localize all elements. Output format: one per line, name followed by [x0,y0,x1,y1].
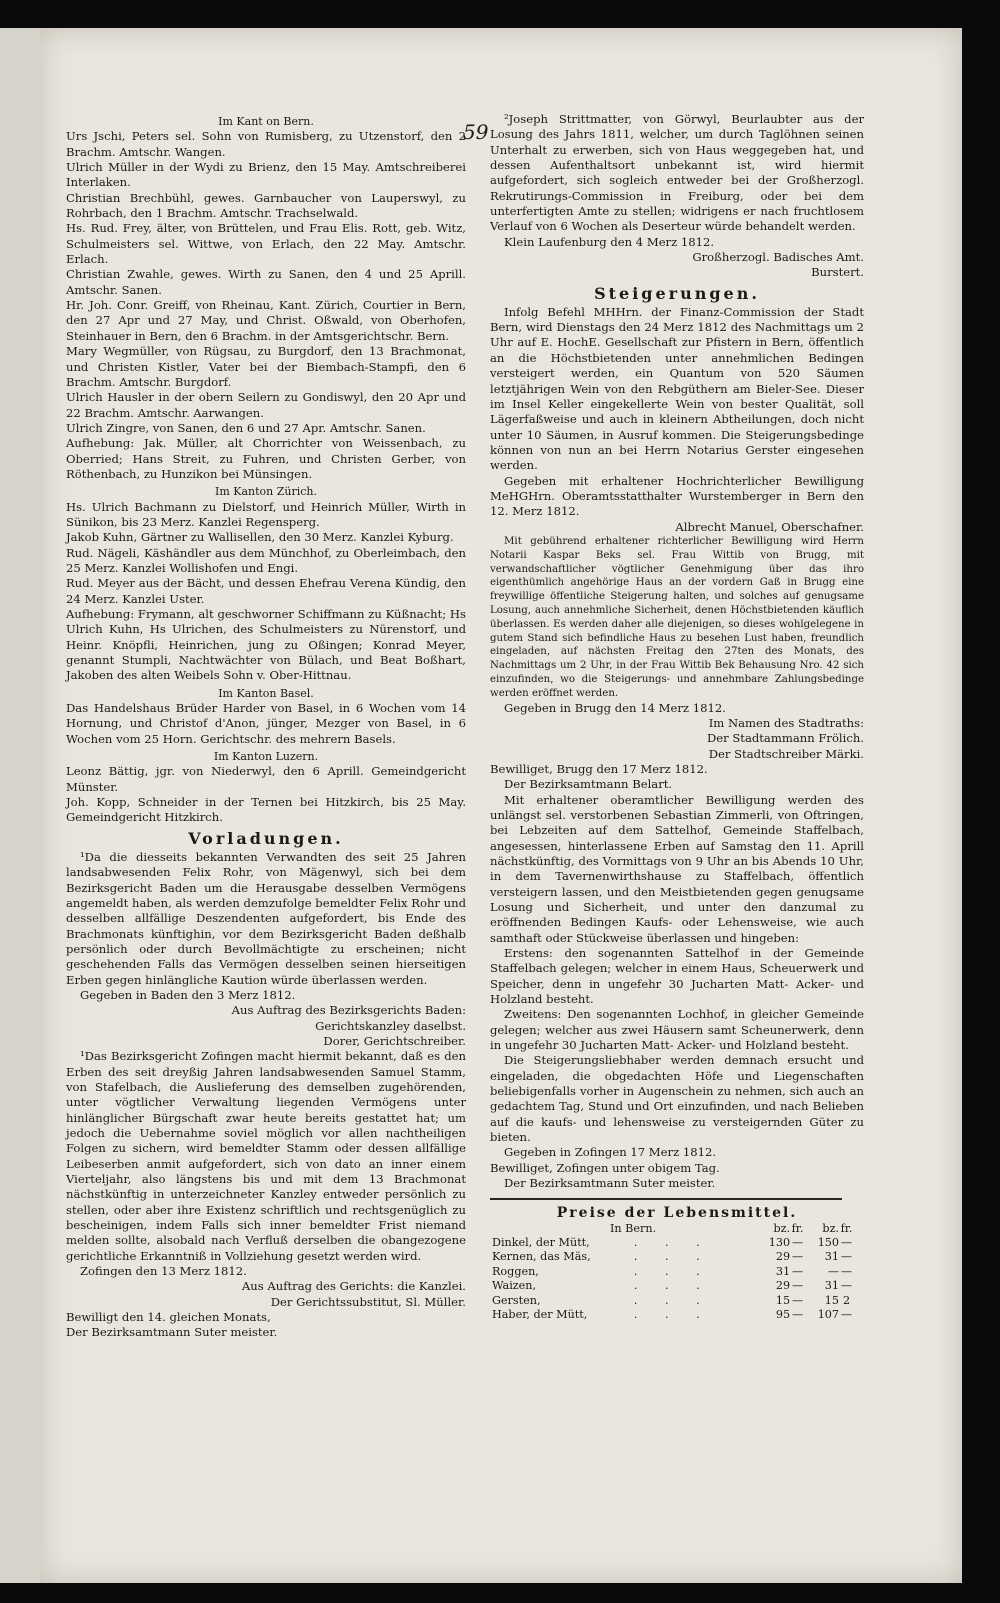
price-table [490,1222,854,1323]
price-high: 15 [824,1293,840,1307]
notice-paragraph: Hs. Rud. Frey, älter, von Brüttelen, und Frau Elis. Rott, geb. Witz, Schulmeisters sel. Wittwe, von Erlach, den 22 May. Amtschr. Erlach. [66,221,466,267]
notice-paragraph: Bewilliget, Brugg den 17 Merz 1812. [490,761,708,776]
notice-paragraph: Der Bezirksamtmann Suter meister. [504,1176,716,1191]
signature-line: Albrecht Manuel, Oberschafner. [675,519,864,534]
signature-line: Im Namen des Stadtraths: [708,715,864,730]
price-row [490,1250,854,1264]
price-high-fraction: — [840,1235,853,1249]
notice-paragraph: Bewilliget, Zofingen unter obigem Tag. [490,1160,720,1175]
price-item: Dinkel, der Mütt, [492,1235,590,1249]
price-item: Gersten, [492,1293,541,1307]
notice-paragraph: Zweitens: Den sogenannten Lochhof, in gleicher Gemeinde gelegen; welcher aus zwei Häusern samt Scheunerwerk, denn in ungefehr 30 Jucharten Matt- Acker- und Holzland besteht. [490,1007,864,1053]
signature-line: Aus Auftrag des Bezirksgerichts Baden: [231,1003,466,1018]
signature-line: Der Gerichtssubstitut, Sl. Müller. [270,1294,466,1309]
notice-paragraph: Bewilligt den 14. gleichen Monats, [66,1310,271,1325]
price-high: 150 [817,1235,840,1249]
notice-paragraph: Leonz Bättig, jgr. von Niederwyl, den 6 Aprill. Gemeindgericht Münster. [66,764,466,794]
leader-dots: . . . [633,1264,712,1278]
signature-line: Der Stadtammann Frölich. [706,731,864,746]
unit-label: fr. [840,1221,853,1235]
notice-paragraph: Infolg Befehl MHHrn. der Finanz-Commission der Stadt Bern, wird Dienstags den 24 Merz 1812 des Nachmittags um 2 Uhr auf E. HochE. Gesellschaft zur Pfistern in Bern, öffentlich an die Höchstbietenden unter annehmlichen Bedingen versteigert werden, ein Quantum von 520 Säumen letztjährigen Wein von den Rebgüthern am Bieler-See. Dieser im Insel Keller eingekellerte Wein von bester Qualität, soll Lägerfaßweise und auch in kleinern Abtheilungen, doch nicht unter 10 Säumen, in Ausruf kommen. Die Steigerungsbedinge können von nun an bei Herrn Notarius Gerster eingesehen werden. [490,304,864,473]
notice-paragraph: Hr. Joh. Conr. Greiff, von Rheinau, Kant. Zürich, Courtier in Bern, den 27 Apr und 27 May, und Christ. Oßwald, von Oberhofen, Steinhauer in Bern, den 6 Brachm. in der Amtsgerichtschr. Bern. [66,298,466,343]
leader-dots: . . . [633,1235,712,1249]
price-row [490,1294,854,1308]
left-column [66,112,466,1341]
notice-paragraph: Aufhebung: Jak. Müller, alt Chorrichter von Weissenbach, zu Oberried; Hans Streit, zu Fuhren, und Christen Gerber, von Röthenbach, zu Hunzikon bei Münsingen. [66,436,466,481]
notice-paragraph: Ulrich Müller in der Wydi zu Brienz, den 15 May. Amtschreiberei Interlaken. [66,160,466,190]
price-row [490,1279,854,1293]
price-row [490,1265,854,1279]
price-low-fraction: — [791,1307,804,1321]
notice-paragraph: Der Bezirksamtmann Suter meister. [66,1325,278,1340]
signature-line: Der Stadtschreiber Märki. [708,746,864,761]
price-low-fraction: — [791,1293,804,1307]
price-high-fraction: — [840,1307,853,1321]
signature-line: Gerichtskanzley daselbst. [315,1018,466,1033]
right-column-text [490,112,864,1192]
price-row [490,1236,854,1250]
price-high: 31 [824,1279,840,1293]
notice-paragraph: Urs Jschi, Peters sel. Sohn von Rumisberg, zu Utzenstorf, den 2 Brachm. Amtschr. Wangen. [66,129,466,159]
price-low-fraction: — [791,1235,804,1249]
notice-paragraph: Ulrich Hausler in der obern Seilern zu Gondiswyl, den 20 Apr und 22 Brachm. Amtschr. Aarwangen. [66,390,466,420]
price-item: Roggen, [492,1264,539,1278]
notice-paragraph: Christian Zwahle, gewes. Wirth zu Sanen, den 4 und 25 Aprill. Amtschr. Sanen. [66,267,466,297]
section-title: Vorladungen. [188,828,344,848]
price-low: 95 [775,1307,791,1321]
price-high-fraction: — [840,1264,853,1278]
leader-dots: . . . [633,1307,712,1321]
price-low: 31 [775,1264,791,1278]
notice-paragraph: ²Joseph Strittmatter, von Görwyl, Beurlaubter aus der Losung des Jahrs 1811, welcher, um durch Taglöhnen seinen Unterhalt zu erwerben, sich von Haus weggegeben hat, und dessen Aufenthaltsort unbekannt ist, wird hiermit aufgefordert, sich sogleich entweder bei der Großherzogl. Rekrutirungs-Commission in Freiburg, oder bei dem unterfertigten Amte zu stellen; widrigens er nach fruchtlosem Verlauf von 6 Wochen als Deserteur würde behandelt werden. [490,112,864,234]
section-title: Steigerungen. [594,283,760,303]
notice-paragraph: Mary Wegmüller, von Rügsau, zu Burgdorf, den 13 Brachmonat, und Christen Kistler, Vater bei der Biembach-Stampfi, den 6 Brachm. Amtschr. Burgdorf. [66,344,466,389]
notice-paragraph: Zofingen den 13 Merz 1812. [80,1264,247,1279]
price-low: 29 [775,1250,791,1264]
section-heading: Im Kanton Zürich. [214,485,317,499]
notice-paragraph: Rud. Meyer aus der Bächt, und dessen Ehefrau Verena Kündig, den 24 Merz. Kanzlei Uster. [66,576,466,606]
price-low: 130 [768,1235,791,1249]
notice-paragraph: ¹Das Bezirksgericht Zofingen macht hiermit bekannt, daß es den Erben des seit dreyßig Jahren landsabwesenden Samuel Stamm, von Stafelbach, die Auslieferung des demselben zugehörenden, unter vögtlicher Verwaltung liegenden Vermögens unter hinlänglicher Bürgschaft zwar heute bereits gestattet hat; um jedoch die Uebernahme soviel möglich vor allen nachtheiligen Folgen zu sichern, wird bemeldter Stamm oder dessen allfällige Leibeserben anmit aufgefordert, sich von dato an inner einem Vierteljahr, also längstens bis und mit dem 13 Brachmonat nächstkünftig in unterzeichneter Kanzley entweder persönlich zu stellen, oder aber ihre Existenz schriftlich und rechtsgenüglich zu bescheinigen, indem Falls sich inner bemeldter Frist niemand melden sollte, alsobald nach Verfluß derselben die obangezogene gerichtliche Erkanntniß in Vollziehung gesetzt werden wird. [66,1049,466,1263]
section-heading: Im Kant on Bern. [218,115,314,128]
signature-line: Burstert. [811,265,864,280]
signature-line: Dorer, Gerichtschreiber. [323,1033,466,1048]
leader-dots: . . . [633,1293,712,1307]
price-item: Haber, der Mütt, [492,1307,588,1321]
notice-paragraph: Gegeben in Zofingen 17 Merz 1812. [504,1145,717,1160]
page-number: 59 [463,120,489,144]
notice-paragraph: Jakob Kuhn, Gärtner zu Wallisellen, den 30 Merz. Kanzlei Kyburg. [66,530,454,545]
price-high-fraction: 2 [842,1293,851,1307]
unit-label: fr. [791,1221,804,1235]
prices-title: Preise der Lebensmittel. [556,1204,798,1221]
section-rule [490,1198,842,1200]
price-low-fraction: — [791,1250,804,1264]
unit-label: bz. [773,1221,791,1235]
notice-paragraph: Gegeben in Brugg den 14 Merz 1812. [504,700,726,715]
price-place: In Bern. [610,1221,657,1235]
notice-paragraph: Mit erhaltener oberamtlicher Bewilligung werden des unlängst sel. verstorbenen Sebastian Zimmerli, von Oftringen, bei Lebzeiten auf dem Sattelhof, Gemeinde Staffelbach, angesessen, hinterlassene Erben auf Samstag den 11. Aprill nächstkünftig, des Vormittags von 9 Uhr an bis Abends 10 Uhr, in dem Tavernenwirthshause zu Staffelbach, öffentlich versteigern lassen, und den Meistbietenden gegen genugsame Losung und Sicherheit, und unter den danzumal zu eröffnenden Bedingen Kaufs- oder Lehensweise, wie auch samthaft oder Stückweise überlassen und hingeben: [490,792,864,945]
notice-paragraph: Christian Brechbühl, gewes. Garnbaucher von Lauperswyl, zu Rohrbach, den 1 Brachm. Amtschr. Trachselwald. [66,190,466,221]
signature-line: Aus Auftrag des Gerichts: die Kanzlei. [241,1279,466,1294]
unit-label: bz. [822,1221,840,1235]
notice-paragraph: Das Handelshaus Brüder Harder von Basel, in 6 Wochen vom 14 Hornung, und Christof d'Anon, jünger, Mezger von Basel, in 6 Wochen vom 25 Horn. Gerichtschr. des mehrern Basels. [66,701,466,746]
price-table-header [490,1222,854,1236]
section-heading: Im Kanton Basel. [218,686,314,700]
section-heading: Im Kanton Luzern. [213,750,319,764]
price-low-fraction: — [791,1264,804,1278]
notice-paragraph: Gegeben in Baden den 3 Merz 1812. [80,987,296,1002]
price-high-fraction: — [840,1279,853,1293]
notice-paragraph: Klein Laufenburg den 4 Merz 1812. [504,234,715,249]
price-low-fraction: — [791,1279,804,1293]
price-high: — [827,1264,840,1278]
price-high: 31 [824,1250,840,1264]
notice-paragraph: Die Steigerungsliebhaber werden demnach ersucht und eingeladen, die obgedachten Höfe und Liegenschaften beliebigenfalls vorher in Augenschein zu nehmen, sich auch an gedachtem Tag, Stund und Ort einzufinden, und nach Belieben auf die kaufs- und lehensweise zu versteigernden Güter zu bieten. [490,1053,864,1145]
previous-page-edge [0,28,45,1583]
notice-paragraph: ¹Da die diesseits bekannten Verwandten des seit 25 Jahren landsabwesenden Felix Rohr, von Mägenwyl, sich bei dem Bezirksgericht Baden um die Herausgabe desselben Vermögens angemeldt haben, als werden demzufolge bemeldter Felix Rohr und desselben allfällige Deszendenten aufgefordert, bis Ende des Brachmonats künftighin, vor dem Bezirksgericht Baden deßhalb persönlich oder durch Bevollmächtigte zu erscheinen; nicht geschehenden Falls das Vermögen desselben seinen hierseitigen Erben gegen hinlängliche Kaution würde überlassen werden. [66,849,466,987]
right-column [490,112,864,1322]
signature-line: Großherzogl. Badisches Amt. [692,250,864,265]
notice-paragraph: Der Bezirksamtmann Belart. [504,777,673,792]
notice-paragraph: Erstens: den sogenannten Sattelhof in der Gemeinde Staffelbach gelegen; welcher in einem Haus, Scheuerwerk und Speicher, denn in ungefehr 30 Jucharten Matt- Acker- und Holzland besteht. [490,946,864,1007]
price-item: Kernen, das Mäs, [492,1250,591,1264]
price-item: Waizen, [492,1279,537,1293]
price-row [490,1308,854,1322]
price-high-fraction: — [840,1250,853,1264]
leader-dots: . . . [633,1250,712,1264]
notice-paragraph: Aufhebung: Frymann, alt geschworner Schiffmann zu Küßnacht; Hs Ulrich Kuhn, Hs Ulrichen, des Schulmeisters zu Nürenstorf, und Heinr. Knöpfli, Heinrichen, jung zu Oßingen; Konrad Meyer, genannt Stumpli, Nachtwächter von Bülach, und Beat Boßhart, Jakoben des alten Weibels Sohn v. Ober-Hittnau. [66,607,466,683]
notice-paragraph: Joh. Kopp, Schneider in der Ternen bei Hitzkirch, bis 25 May. Gemeindgericht Hitzkirch. [66,795,466,825]
price-low: 29 [775,1279,791,1293]
notice-paragraph: Hs. Ulrich Bachmann zu Dielstorf, und Heinrich Müller, Wirth in Sünikon, bis 23 Merz. Kanzlei Regensperg. [66,499,466,529]
price-high: 107 [817,1307,840,1321]
leader-dots: . . . [633,1279,712,1293]
notice-paragraph: Gegeben mit erhaltener Hochrichterlicher Bewilligung MeHGHrn. Oberamtsstatthalter Wurstemberger in Bern den 12. Merz 1812. [490,473,864,519]
notice-paragraph: Ulrich Zingre, von Sanen, den 6 und 27 Apr. Amtschr. Sanen. [66,420,426,435]
notice-paragraph: Mit gebührend erhaltener richterlicher Bewilligung wird Herrn Notarii Kaspar Beks sel. Frau Wittib von Brugg, mit verwandschaftlicher vögtlicher Genehmigung über das ihro eigenthümlich angehörige Haus an der vordern Gaß in Brugg eine freywillige öffentliche Steigerung halten, und solches auf genugsame Losung, auch annehmliche Sicherheit, denen Höchstbietenden käuflich überlassen. Es werden daher alle diejenigen, so dieses wohlgelegene in gutem Stand sich befindliche Haus zu besehen Lust haben, freundlich eingeladen, auf nächsten Freitag den 27ten des Monats, des Nachmittags um 2 Uhr, in der Frau Wittib Bek Behausung Nro. 42 sich einzufinden, wo die Steigerungs- und annehmbare Zahlungsbedinge werden eröffnet werden. [490,535,864,699]
notice-paragraph: Rud. Nägeli, Käshändler aus dem Münchhof, zu Oberleimbach, den 25 Merz. Kanzlei Wollishofen und Engi. [66,545,466,575]
price-low: 15 [775,1293,791,1307]
